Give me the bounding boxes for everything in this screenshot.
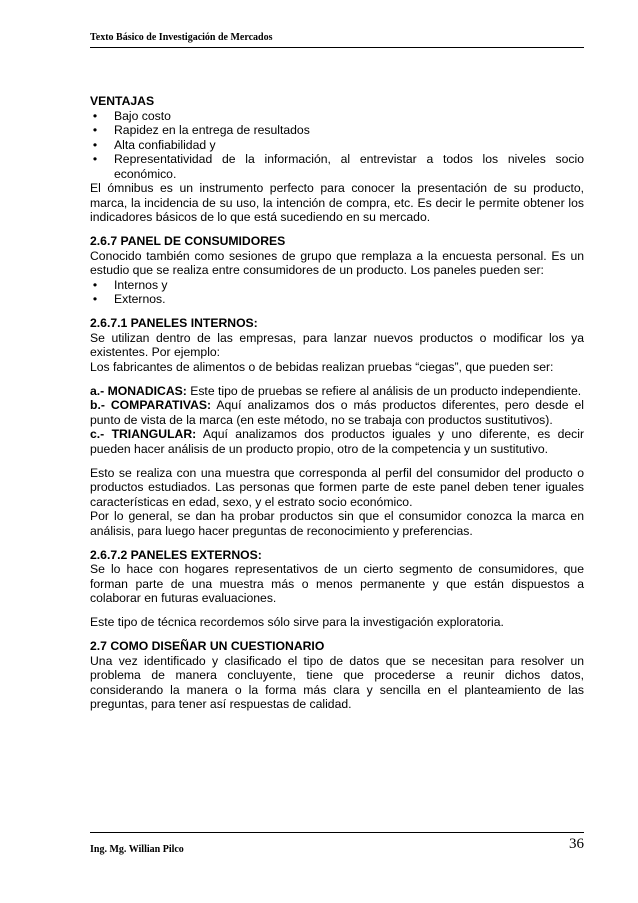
page-footer bbox=[90, 832, 584, 857]
footer-author: Ing. Mg. Willian Pilco bbox=[90, 844, 184, 855]
paragraph: Se utilizan dentro de las empresas, para lanzar nuevos productos o modificar los ya existentes. Por ejemplo: bbox=[90, 330, 584, 359]
list-item bbox=[90, 123, 584, 138]
paragraph: Esto se realiza con una muestra que corresponda al perfil del consumidor del producto o productos estudiados. Las personas que formen parte de este panel deben tener iguales características en edad, sexo, y el estrato socio económico. bbox=[90, 465, 584, 509]
section-heading-paneles-internos: 2.6.7.1 PANELES INTERNOS: bbox=[90, 316, 258, 330]
tipo-comparativas bbox=[90, 398, 584, 427]
paragraph: Este tipo de técnica recordemos sólo sirve para la investigación exploratoria. bbox=[90, 615, 504, 629]
tipo-label: a.- MONADICAS: bbox=[90, 383, 187, 398]
paneles-list bbox=[90, 278, 584, 307]
tipo-monadicas bbox=[90, 384, 584, 399]
tipo-label: b.- COMPARATIVAS: bbox=[90, 398, 212, 412]
list-item-text: Rapidez en la entrega de resultados bbox=[114, 123, 310, 137]
tipo-label: c.- TRIANGULAR: bbox=[90, 427, 197, 441]
list-item bbox=[90, 278, 584, 293]
tipo-triangular bbox=[90, 427, 584, 456]
paragraph: El ómnibus es un instrumento perfecto para conocer la presentación de su producto, marca, la incidencia de su uso, la intención de compra, etc. Es decir le permite obtener los indicadores básicos de lo que está sucediendo en su mercado. bbox=[90, 181, 584, 224]
paragraph: Los fabricantes de alimentos o de bebidas realizan pruebas “ciegas”, que pueden ser: bbox=[90, 359, 554, 374]
tipo-text: Aquí analizamos dos o más productos diferentes, pero desde el punto de vista de la marca (en este método, no se trabaja con productos sustitutivos). bbox=[90, 398, 584, 427]
page-content bbox=[90, 94, 584, 712]
list-item-text: Representatividad de la información, al entrevistar a todos los niveles socio económico. bbox=[114, 152, 584, 181]
ventajas-list bbox=[90, 109, 584, 182]
list-item bbox=[90, 138, 584, 153]
page-number: 36 bbox=[569, 836, 584, 852]
running-header: Texto Básico de Investigación de Mercados bbox=[90, 32, 584, 48]
bullet-icon: • bbox=[92, 152, 98, 166]
section-heading-ventajas: VENTAJAS bbox=[90, 94, 155, 108]
bullet-icon: • bbox=[92, 277, 98, 292]
tipo-text: Aquí analizamos dos productos iguales y uno diferente, es decir pueden hacer análisis de un producto propio, otro de la competencia y un sustitutivo. bbox=[90, 427, 585, 456]
list-item-text: Externos. bbox=[114, 292, 166, 306]
tipo-text: Este tipo de pruebas se refiere al análisis de un producto independiente. bbox=[186, 383, 582, 398]
section-heading-paneles-externos: 2.6.7.2 PANELES EXTERNOS: bbox=[90, 547, 262, 562]
paragraph: Por lo general, se dan ha probar productos sin que el consumidor conozca la marca en análisis, para luego hacer preguntas de reconocimiento y preferencias. bbox=[90, 509, 584, 538]
list-item bbox=[90, 292, 584, 307]
paragraph: Una vez identificado y clasificado el tipo de datos que se necesitan para resolver un problema de manera concluyente, tiene que procederse a reunir dichos datos, considerando la manera o la forma más clara y sencilla en el planteamiento de las preguntas, para tener así respuestas de calidad. bbox=[90, 653, 584, 711]
paragraph: Conocido también como sesiones de grupo que remplaza a la encuesta personal. Es un estudio que se realiza entre consumidores de un producto. Los paneles pueden ser: bbox=[90, 248, 584, 277]
list-item-text: Alta confiabilidad y bbox=[114, 137, 216, 152]
list-item bbox=[90, 109, 584, 124]
list-item-text: Internos y bbox=[114, 277, 168, 292]
bullet-icon: • bbox=[92, 123, 98, 137]
list-item bbox=[90, 152, 584, 181]
section-heading-panel-consumidores: 2.6.7 PANEL DE CONSUMIDORES bbox=[90, 234, 286, 248]
bullet-icon: • bbox=[92, 137, 98, 152]
bullet-icon: • bbox=[92, 292, 98, 306]
bullet-icon: • bbox=[92, 108, 98, 123]
list-item-text: Bajo costo bbox=[114, 108, 171, 123]
paragraph: Se lo hace con hogares representativos de un cierto segmento de consumidores, que forman parte de una muestra más o menos permanente y que están dispuestos a colaborar en futuras evaluaciones. bbox=[90, 562, 584, 605]
section-heading-cuestionario: 2.7 COMO DISEÑAR UN CUESTIONARIO bbox=[90, 639, 325, 653]
